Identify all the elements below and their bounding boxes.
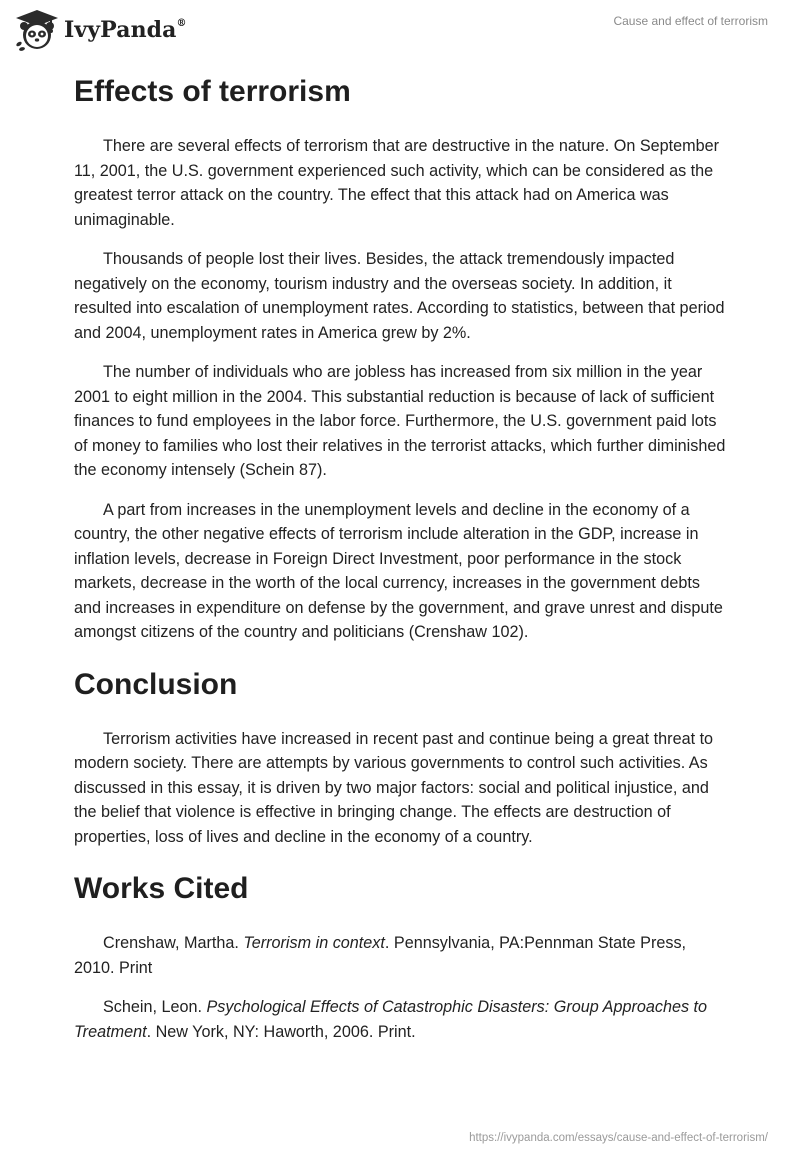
panda-graduate-icon <box>14 8 60 52</box>
citation-title: Terrorism in context <box>243 934 385 952</box>
section-heading-conclusion: Conclusion <box>74 667 238 701</box>
paragraph: There are several effects of terrorism that are destructive in the nature. On September 11, 2001, the U.S. government experienced such activity, which can be considered as the greatest terror attack on the country. The effect that this attack had on America was unimaginable. <box>74 137 720 229</box>
section-heading-works-cited: Works Cited <box>74 872 249 905</box>
paragraph: A part from increases in the unemployment levels and decline in the economy of a country, the other negative effects of terrorism include alteration in the GDP, increase in inflation levels, decrease in Foreign Direct Investment, poor performance in the stock markets, decrease in the worth of the local currency, increases in the government debts and increases in expenditure on defense by the government, and grave unrest and dispute amongst citizens of the country and politicians (Crenshaw 102). <box>74 500 723 641</box>
source-url-link[interactable]: https://ivypanda.com/essays/cause-and-effect-of-terrorism/ <box>469 1132 768 1144</box>
section-heading-effects: Effects of terrorism <box>74 75 351 108</box>
citation-entry: Schein, Leon. Psychological Effects of Catastrophic Disasters: Group Approaches to Treatment. New York, NY: Haworth, 2006. Print. <box>74 998 708 1041</box>
citation-title: Psychological Effects of Catastrophic Disasters: Group Approaches to Treatment <box>74 998 708 1041</box>
paragraph: Terrorism activities have increased in recent past and continue being a great threat to modern society. There are attempts by various governments to control such activities. As discussed in this essay, it is driven by two major factors: social and political injustice, and the belief that violence is effective in bringing change. The effects are destruction of properties, loss of lives and decline in the economy of a country. <box>74 729 714 846</box>
citation-entry: Crenshaw, Martha. Terrorism in context. Pennsylvania, PA:Pennman State Press, 2010. Print <box>74 934 687 977</box>
paragraph: Thousands of people lost their lives. Besides, the attack tremendously impacted negatively on the economy, tourism industry and the overseas society. In addition, it resulted into escalation of unemployment rates. According to statistics, between that period and 2004, unemployment rates in America grew by 2%. <box>74 250 725 342</box>
paragraph: The number of individuals who are jobless has increased from six million in the year 2001 to eight million in the 2004. This substantial reduction is because of lack of sufficient finances to fund employees in the labor force. Furthermore, the U.S. government paid lots of money to families who lost their relatives in the terrorist attacks, which further diminished the economy intensely (Schein 87). <box>74 363 726 479</box>
essay-body <box>74 70 728 1044</box>
page-header <box>0 0 800 60</box>
registered-mark: ® <box>176 17 187 29</box>
brand-name: IvyPanda® <box>64 17 187 43</box>
running-title: Cause and effect of terrorism <box>613 14 768 28</box>
brand-logo[interactable] <box>14 8 187 52</box>
